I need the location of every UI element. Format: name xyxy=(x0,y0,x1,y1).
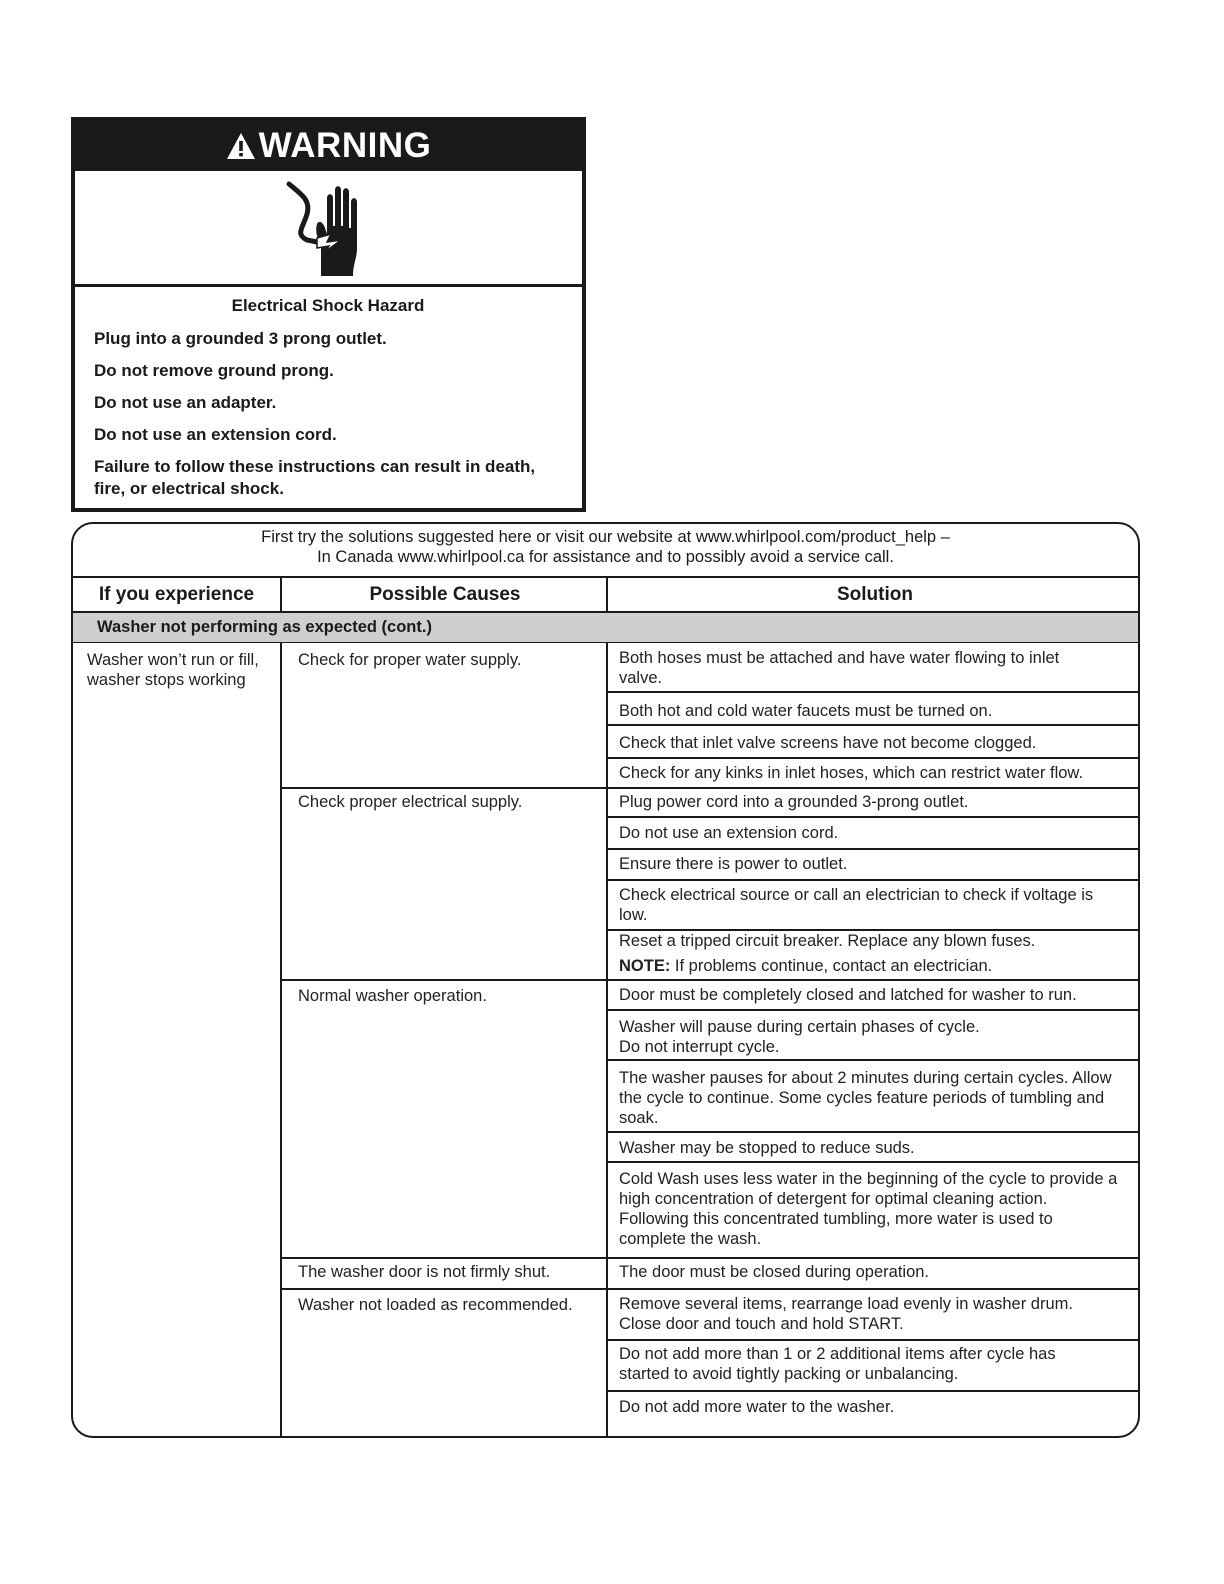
hazard-title: Electrical Shock Hazard xyxy=(231,296,425,315)
divider xyxy=(608,848,1140,850)
divider xyxy=(282,979,1140,981)
solution-note xyxy=(619,956,1139,976)
divider xyxy=(608,1009,1140,1011)
divider xyxy=(282,1257,1140,1259)
divider xyxy=(282,1288,1140,1290)
section-title: Washer not performing as expected (cont.) xyxy=(73,611,1138,643)
warning-line: Do not use an adapter. xyxy=(94,393,277,412)
electric-shock-hand-icon xyxy=(281,178,377,278)
divider xyxy=(608,757,1140,759)
warning-triangle-icon xyxy=(226,131,256,161)
warning-header xyxy=(75,121,582,171)
solution-text: Washer will pause during certain phases of cycle. xyxy=(619,1018,980,1036)
warning-title: WARNING xyxy=(258,126,432,165)
solution-text: Do not interrupt cycle. xyxy=(619,1038,780,1056)
solution-text: Reset a tripped circuit breaker. Replace any blown fuses. xyxy=(619,932,1036,950)
divider xyxy=(608,879,1140,881)
intro-line: In Canada www.whirlpool.ca for assistance and to possibly avoid a service call. xyxy=(317,548,894,566)
table-intro xyxy=(73,524,1138,578)
warning-line: Do not remove ground prong. xyxy=(94,361,334,380)
cause-text: Check proper electrical supply. xyxy=(298,793,523,811)
warning-line: Do not use an extension cord. xyxy=(94,425,337,444)
warning-body xyxy=(75,287,582,500)
note-label: NOTE: xyxy=(619,957,671,975)
solution-text: Ensure there is power to outlet. xyxy=(619,855,848,873)
divider xyxy=(282,787,1140,789)
divider xyxy=(280,643,282,1438)
solution-text: Do not use an extension cord. xyxy=(619,824,839,842)
intro-line: First try the solutions suggested here or visit our website at www.whirlpool.com/product_help – xyxy=(261,528,950,546)
header-symptom: If you experience xyxy=(98,583,255,605)
warning-box xyxy=(71,117,586,512)
solution-text: Door must be completely closed and latched for washer to run. xyxy=(619,986,1077,1004)
header-causes: Possible Causes xyxy=(369,583,521,605)
solution-text: Do not add more water to the washer. xyxy=(619,1398,895,1416)
cause-text: Washer not loaded as recommended. xyxy=(298,1296,573,1314)
troubleshooting-table xyxy=(71,522,1140,1438)
cause-text: Normal washer operation. xyxy=(298,987,487,1005)
header-solution: Solution xyxy=(837,583,913,605)
warning-line: Plug into a grounded 3 prong outlet. xyxy=(94,329,387,348)
cause-text: Check for proper water supply. xyxy=(298,651,522,669)
divider xyxy=(608,724,1140,726)
divider xyxy=(608,1390,1140,1392)
symptom-text: Washer won’t run or fill, washer stops working xyxy=(87,651,259,689)
divider xyxy=(608,1131,1140,1133)
cause-text: The washer door is not firmly shut. xyxy=(298,1263,551,1281)
divider xyxy=(280,578,282,611)
solution-text: The door must be closed during operation. xyxy=(619,1263,930,1281)
solution-text: Washer may be stopped to reduce suds. xyxy=(619,1139,915,1157)
solution-text: Both hoses must be attached and have water flowing to inlet valve. xyxy=(619,649,1060,687)
solution-text: Remove several items, rearrange load evenly in washer drum. Close door and touch and hold START. xyxy=(619,1295,1073,1333)
divider xyxy=(608,816,1140,818)
note-text: If problems continue, contact an electrician. xyxy=(670,957,993,975)
divider xyxy=(608,1339,1140,1341)
solution-text: Plug power cord into a grounded 3-prong outlet. xyxy=(619,793,969,811)
shock-hazard-symbol xyxy=(75,171,582,287)
warning-line: Failure to follow these instructions can result in death, fire, or electrical shock. xyxy=(94,457,536,498)
solution-text: Check for any kinks in inlet hoses, which can restrict water flow. xyxy=(619,764,1084,782)
solution-text: Do not add more than 1 or 2 additional items after cycle has started to avoid tightly packing or unbalancing. xyxy=(619,1345,1056,1383)
solution-text: Check that inlet valve screens have not become clogged. xyxy=(619,734,1037,752)
divider xyxy=(608,1161,1140,1163)
solution-text: The washer pauses for about 2 minutes during certain cycles. Allow the cycle to continue. Some cycles feature periods of tumbling and soak. xyxy=(619,1069,1112,1127)
divider xyxy=(608,1059,1140,1061)
divider xyxy=(606,643,608,1438)
solution-text: Check electrical source or call an electrician to check if voltage is low. xyxy=(619,886,1094,924)
solution-text: Both hot and cold water faucets must be turned on. xyxy=(619,702,993,720)
divider xyxy=(606,578,608,611)
solution-text: Cold Wash uses less water in the beginning of the cycle to provide a high concentration of detergent for optimal cleaning action. Following this concentrated tumbling, more water is used to complete the wash. xyxy=(619,1170,1118,1248)
divider xyxy=(608,691,1140,693)
